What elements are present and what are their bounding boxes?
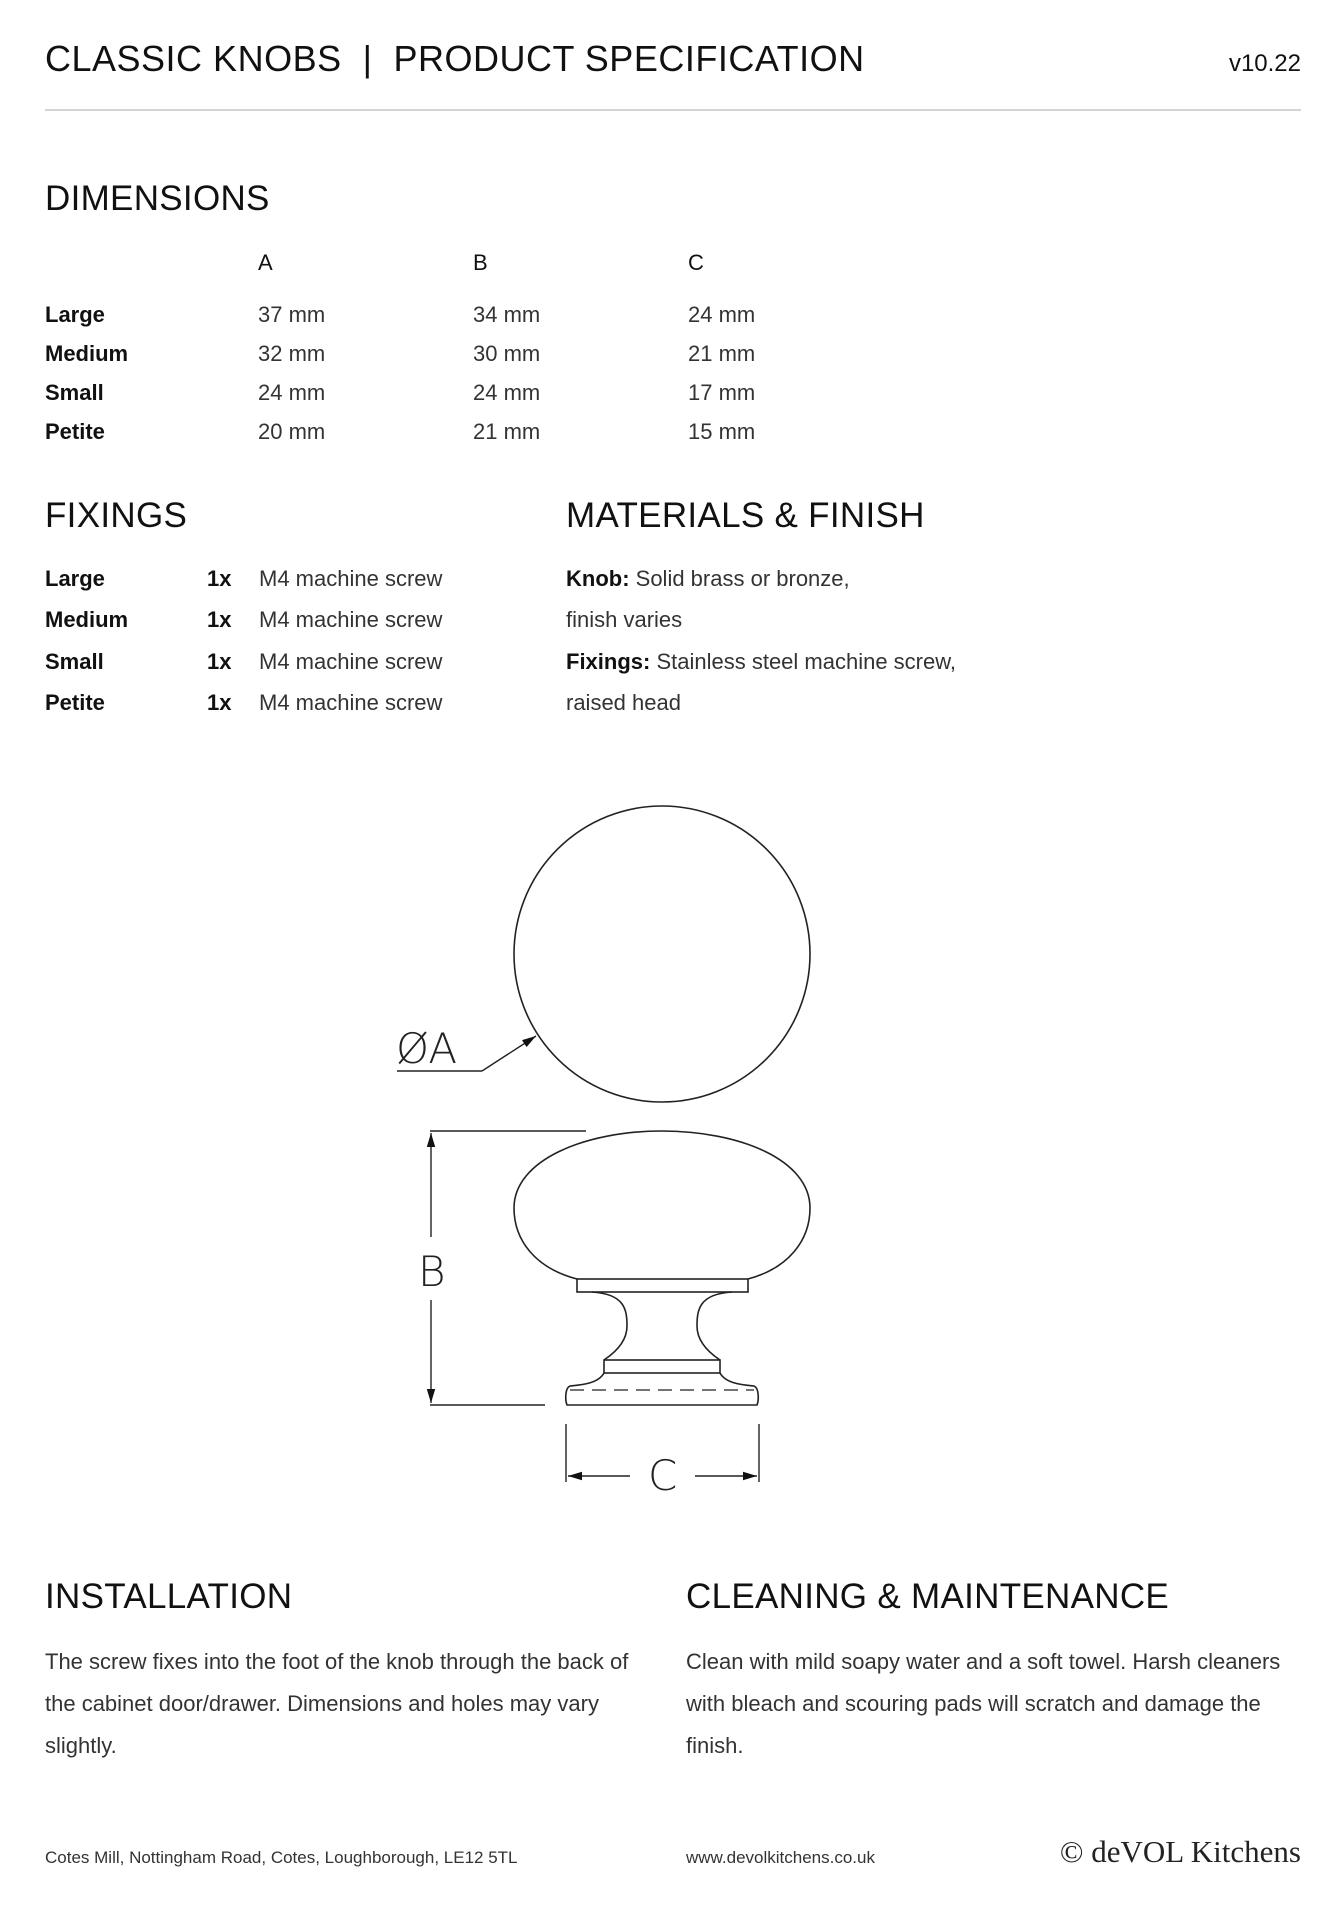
quantity: 1x: [207, 649, 232, 674]
installation-text: The screw fixes into the foot of the knob through the back of the cabinet door/drawer. Dimensions and holes may vary slightly.: [45, 1649, 629, 1758]
knob-side-view: [514, 1131, 810, 1405]
brand-logo: © deVOL Kitchens: [1059, 1834, 1301, 1869]
footer-address: Cotes Mill, Nottingham Road, Cotes, Loughborough, LE12 5TL: [45, 1848, 518, 1867]
knob-material-cont: finish varies: [566, 607, 683, 632]
size-label: Large: [45, 302, 105, 327]
value-a: 37 mm: [258, 302, 326, 327]
fixings-material-value: Stainless steel machine screw,: [650, 649, 957, 674]
version-label: v10.22: [1228, 50, 1301, 77]
label-b: B: [418, 1247, 446, 1296]
dimensions-heading: DIMENSIONS: [45, 179, 270, 218]
dimension-c: [566, 1424, 759, 1500]
size-label: Petite: [45, 419, 105, 444]
knob-top-view: [514, 806, 810, 1102]
column-header-c: C: [688, 250, 704, 275]
column-header-b: B: [473, 250, 488, 275]
fixing-item: M4 machine screw: [259, 566, 443, 591]
value-b: 24 mm: [473, 380, 541, 405]
size-label: Medium: [45, 607, 129, 632]
value-c: 17 mm: [688, 380, 756, 405]
cleaning-heading: CLEANING & MAINTENANCE: [686, 1577, 1170, 1616]
label-a: ØA: [396, 1024, 458, 1073]
value-a: 32 mm: [258, 341, 326, 366]
installation-heading: INSTALLATION: [45, 1577, 293, 1616]
size-label: Small: [45, 380, 104, 405]
document-title: CLASSIC KNOBS | PRODUCT SPECIFICATION: [45, 38, 865, 79]
value-c: 15 mm: [688, 419, 756, 444]
value-b: 30 mm: [473, 341, 541, 366]
footer-website-link[interactable]: www.devolkitchens.co.uk: [686, 1848, 875, 1867]
size-label: Petite: [45, 690, 105, 715]
value-b: 34 mm: [473, 302, 541, 327]
fixing-item: M4 machine screw: [259, 690, 443, 715]
fixings-label: Fixings:: [566, 649, 651, 674]
knob-label: Knob:: [566, 566, 630, 591]
knob-material-value: Solid brass or bronze,: [629, 566, 850, 591]
column-header-a: A: [258, 250, 273, 275]
value-c: 21 mm: [688, 341, 756, 366]
dimension-b: [418, 1131, 586, 1405]
fixings-material-cont: raised head: [566, 690, 681, 715]
quantity: 1x: [207, 607, 232, 632]
cleaning-text: Clean with mild soapy water and a soft towel. Harsh cleaners with bleach and scouring pads will scratch and damage the finish.: [686, 1649, 1281, 1758]
fixing-item: M4 machine screw: [259, 649, 443, 674]
label-c: C: [648, 1451, 678, 1500]
value-c: 24 mm: [688, 302, 756, 327]
value-a: 24 mm: [258, 380, 326, 405]
quantity: 1x: [207, 566, 232, 591]
diameter-a-leader: [396, 1024, 536, 1073]
value-b: 21 mm: [473, 419, 541, 444]
value-a: 20 mm: [258, 419, 326, 444]
size-label: Medium: [45, 341, 129, 366]
fixing-item: M4 machine screw: [259, 607, 443, 632]
quantity: 1x: [207, 690, 232, 715]
size-label: Small: [45, 649, 104, 674]
size-label: Large: [45, 566, 105, 591]
fixings-heading: FIXINGS: [45, 496, 188, 535]
materials-heading: MATERIALS & FINISH: [566, 496, 925, 535]
